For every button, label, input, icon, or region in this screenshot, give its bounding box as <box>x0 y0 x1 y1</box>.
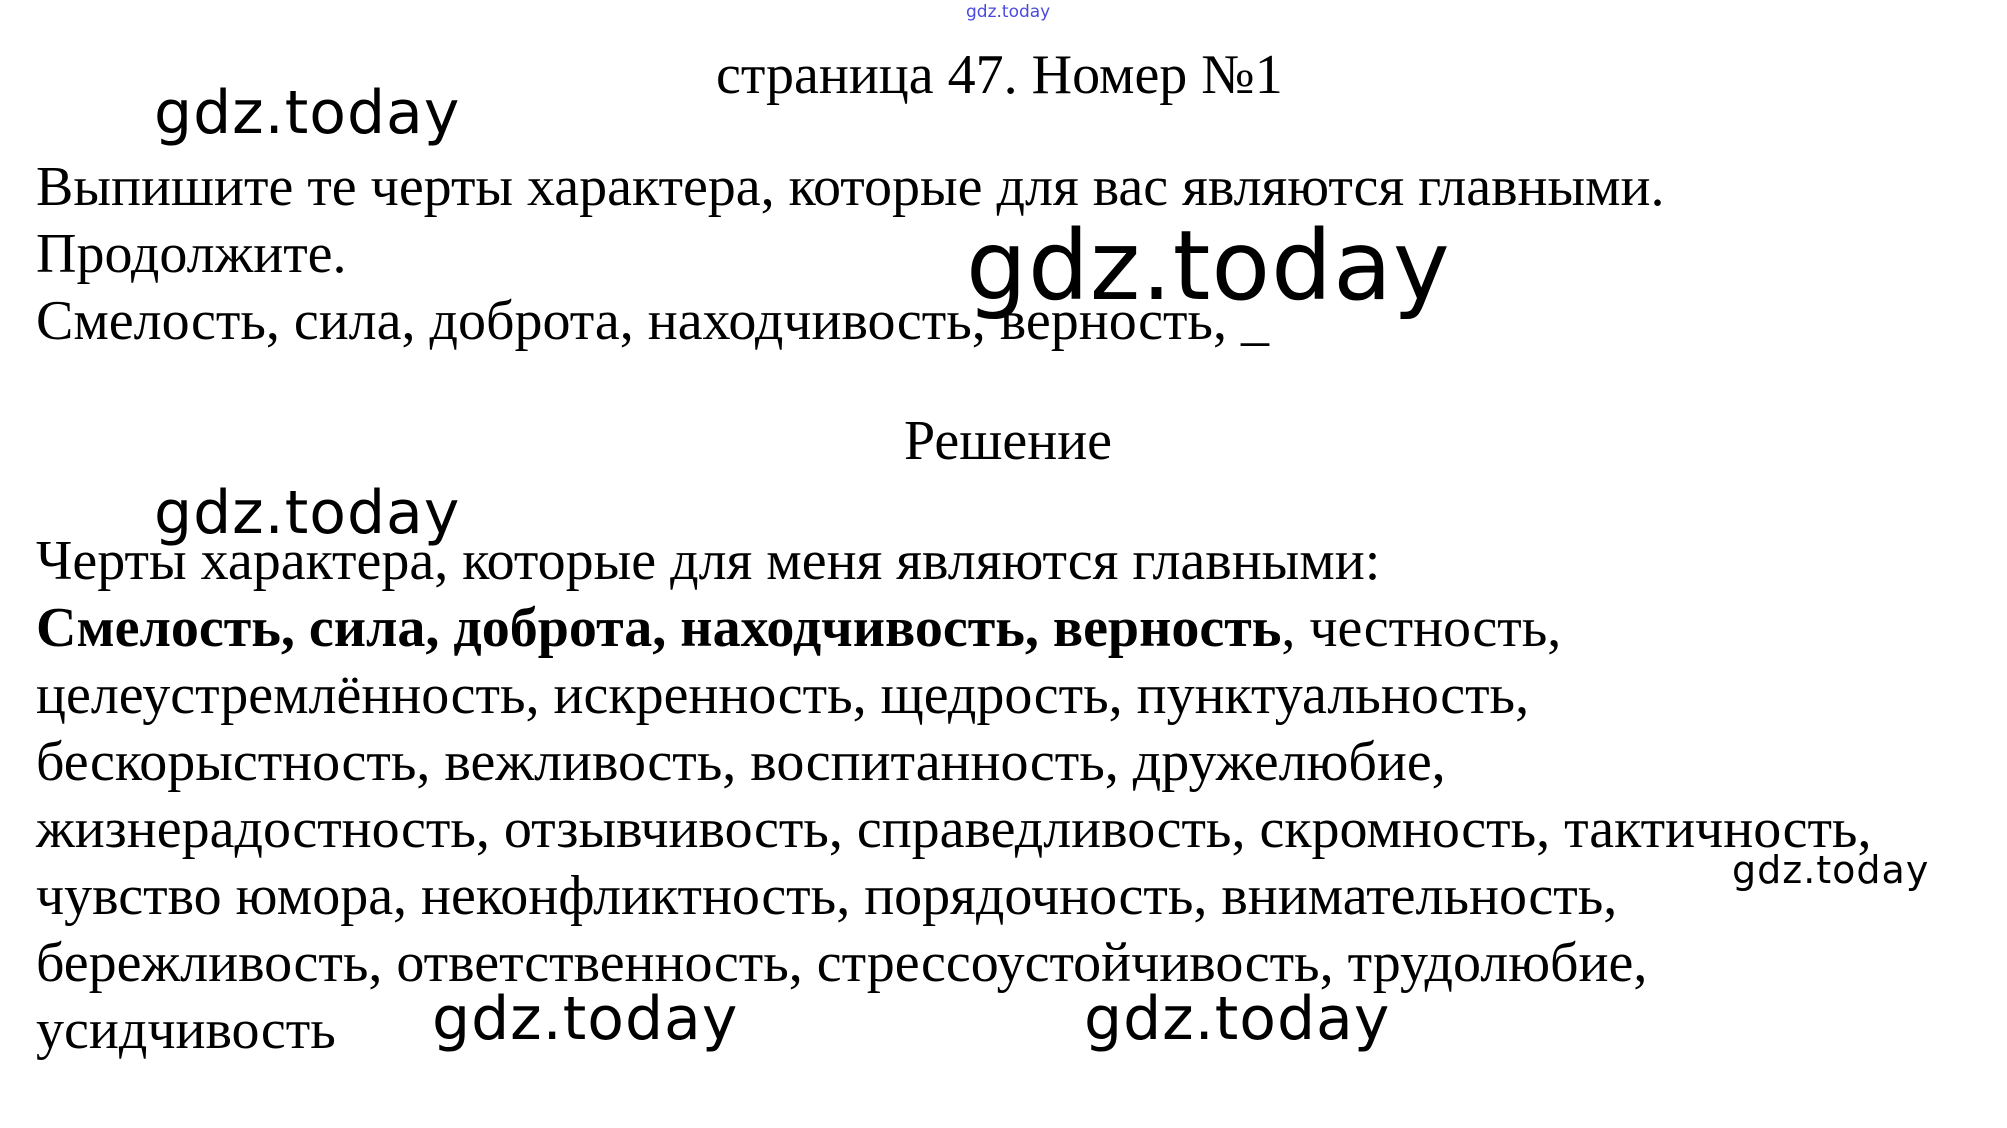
solution-bold-traits: Смелость, сила, доброта, находчивость, верность <box>36 597 1282 659</box>
page-title: страница 47. Номер №1 <box>716 44 1283 106</box>
solution-line-1 <box>36 595 1561 661</box>
solution-heading: Решение <box>904 410 1113 472</box>
watermark-6: gdz.today <box>1084 984 1391 1054</box>
watermark-1: gdz.today <box>154 78 461 148</box>
solution-line-7: усидчивость <box>36 999 336 1061</box>
task-line-1: Выпишите те черты характера, которые для вас являются главными. <box>36 156 1665 218</box>
task-line-2: Продолжите. <box>36 223 347 285</box>
solution-intro: Черты характера, которые для меня являются главными: <box>36 530 1381 592</box>
watermark-top: gdz.today <box>966 2 1051 22</box>
watermark-5: gdz.today <box>432 984 739 1054</box>
watermark-3: gdz.today <box>154 478 461 548</box>
solution-line-3: бескорыстность, вежливость, воспитанность, дружелюбие, <box>36 731 1446 793</box>
solution-line-5: чувство юмора, неконфликтность, порядочность, внимательность, <box>36 865 1618 927</box>
watermark-2: gdz.today <box>966 210 1451 322</box>
watermark-4: gdz.today <box>1732 848 1930 892</box>
task-line-3: Смелость, сила, доброта, находчивость, верность, _ <box>36 290 1269 352</box>
solution-line-4: жизнерадостность, отзывчивость, справедливость, скромность, тактичность, <box>36 798 1872 860</box>
solution-line-2: целеустремлённость, искренность, щедрость, пунктуальность, <box>36 664 1530 726</box>
solution-line-6: бережливость, ответственность, стрессоустойчивость, трудолюбие, <box>36 932 1648 994</box>
solution-line-1-rest: , честность, <box>1281 597 1562 659</box>
